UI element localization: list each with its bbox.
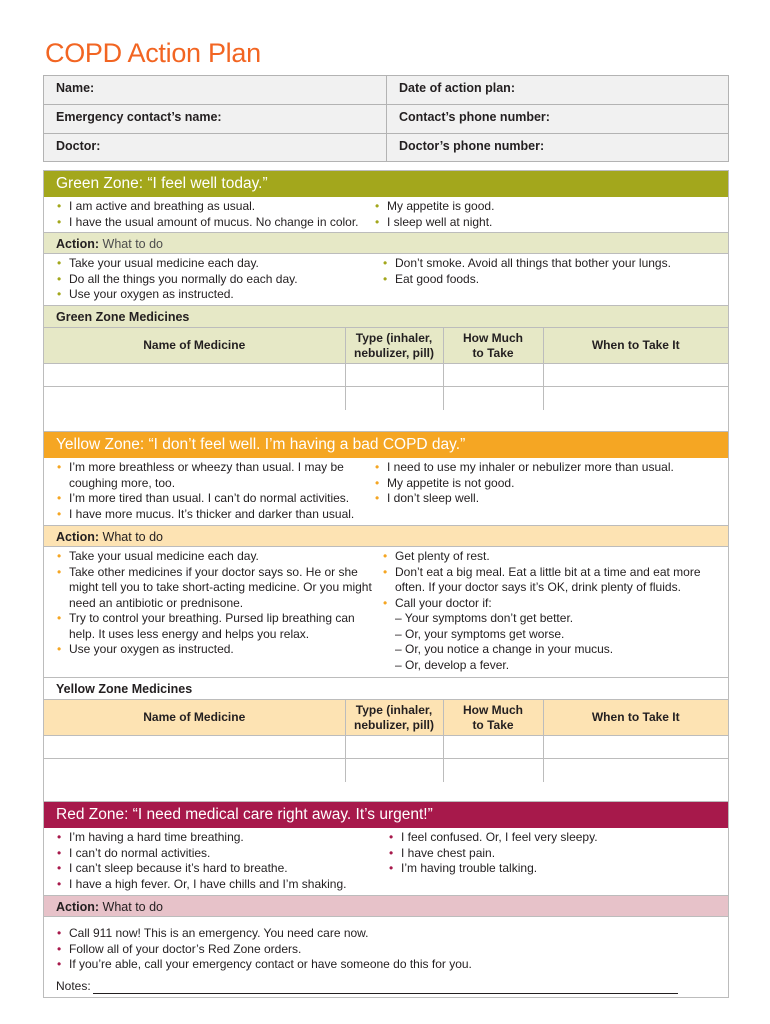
table-cell[interactable] (44, 759, 345, 782)
list-item: – Or, you notice a change in your mucus. (395, 642, 614, 656)
col-header-name: Name of Medicine (44, 328, 345, 364)
yellow-action-heading (44, 525, 728, 547)
green-symptoms-left (56, 199, 362, 230)
action-subtitle: What to do (102, 530, 163, 544)
col-header-how-line1: How Much (463, 702, 523, 717)
emergency-contact-field[interactable]: Emergency contact’s name: (44, 105, 387, 133)
list-item: • I’m more breathless or wheezy than usual. I may be coughing more, too. (56, 460, 362, 491)
col-header-name: Name of Medicine (44, 700, 345, 736)
green-medicines-table (44, 327, 728, 410)
red-actions (56, 926, 728, 973)
col-header-how-line2: to Take (472, 717, 514, 732)
list-item: • Eat good foods. (382, 272, 671, 288)
doctor-field[interactable]: Doctor: (44, 134, 387, 162)
green-actions-left (56, 256, 374, 303)
green-zone-heading: Green Zone: “I feel well today.” (44, 171, 728, 197)
notes-label: Notes: (56, 978, 91, 993)
list-item: • Use your oxygen as instructed. (56, 642, 374, 658)
col-header-type (345, 328, 443, 364)
table-cell[interactable] (44, 387, 345, 410)
col-header-when: When to Take It (543, 328, 728, 364)
yellow-medicines-table (44, 699, 728, 782)
action-label: Action: (56, 900, 100, 914)
list-item: • Use your oxygen as instructed. (56, 287, 374, 303)
col-header-how-much (443, 328, 543, 364)
col-header-type-line1: Type (inhaler, (355, 702, 433, 717)
table-cell[interactable] (345, 759, 443, 782)
table-cell[interactable] (44, 364, 345, 387)
list-item: • I have more mucus. It’s thicker and darker than usual. (56, 507, 362, 523)
action-subtitle: What to do (102, 237, 163, 251)
red-symptoms-right (388, 830, 598, 877)
list-item: – Or, develop a fever. (395, 657, 510, 672)
yellow-medicines-title: Yellow Zone Medicines (44, 677, 728, 699)
page-title: COPD Action Plan (45, 38, 261, 68)
list-item: • I need to use my inhaler or nebulizer more than usual. (374, 460, 674, 476)
yellow-symptoms-left (56, 460, 362, 522)
col-header-how-line2: to Take (472, 345, 514, 360)
list-item: • I sleep well at night. (374, 215, 494, 231)
list-item: • If you’re able, call your emergency contact or have someone do this for you. (56, 957, 728, 973)
list-item: • I’m having a hard time breathing. (56, 830, 376, 846)
green-actions-right (382, 256, 671, 287)
table-cell[interactable] (44, 736, 345, 759)
green-action-heading (44, 232, 728, 254)
list-item: • I am active and breathing as usual. (56, 199, 362, 215)
list-item: • My appetite is not good. (374, 476, 674, 492)
list-item: • Call your doctor if: (382, 596, 714, 612)
red-symptoms-left (56, 830, 376, 892)
col-header-when: When to Take It (543, 700, 728, 736)
list-item: • Get plenty of rest. (382, 549, 714, 565)
col-header-type (345, 700, 443, 736)
list-item: • I have chest pain. (388, 846, 598, 862)
notes-input-line[interactable] (93, 982, 678, 994)
list-item: • Call 911 now! This is an emergency. You need care now. (56, 926, 728, 942)
contact-info-table (43, 75, 729, 162)
red-zone (43, 801, 729, 998)
notes-row (56, 979, 728, 995)
date-field[interactable]: Date of action plan: (399, 81, 515, 95)
list-item: • Take your usual medicine each day. (56, 256, 374, 272)
action-label: Action: (56, 237, 100, 251)
table-cell[interactable] (443, 759, 543, 782)
list-item: • Don’t eat a big meal. Eat a little bit at a time and eat more often. If your doctor says it’s OK, drink plenty of fluids. (382, 565, 714, 596)
yellow-zone (43, 431, 729, 806)
list-item: • Try to control your breathing. Pursed lip breathing can help. It uses less energy and helps you relax. (56, 611, 374, 642)
action-label: Action: (56, 530, 100, 544)
yellow-symptoms-right (374, 460, 674, 507)
col-header-type-line1: Type (inhaler, (355, 330, 433, 345)
list-item: • I don’t sleep well. (374, 491, 674, 507)
table-cell[interactable] (543, 759, 728, 782)
list-item: • I have the usual amount of mucus. No change in color. (56, 215, 362, 231)
yellow-actions-right (382, 549, 714, 611)
table-cell[interactable] (543, 736, 728, 759)
table-cell[interactable] (443, 736, 543, 759)
list-item: • Don’t smoke. Avoid all things that bother your lungs. (382, 256, 671, 272)
list-item: – Or, your symptoms get worse. (395, 626, 565, 641)
col-header-type-line2: nebulizer, pill) (353, 717, 434, 732)
yellow-zone-heading: Yellow Zone: “I don’t feel well. I’m having a bad COPD day.” (44, 432, 728, 458)
table-cell[interactable] (543, 364, 728, 387)
list-item: • I have a high fever. Or, I have chills and I’m shaking. (56, 877, 376, 893)
list-item: • I feel confused. Or, I feel very sleepy. (388, 830, 598, 846)
name-field[interactable]: Name: (44, 76, 387, 104)
red-action-heading (44, 895, 728, 917)
table-cell[interactable] (345, 736, 443, 759)
list-item: • My appetite is good. (374, 199, 494, 215)
green-symptoms-right (374, 199, 494, 230)
list-item: • I’m having trouble talking. (388, 861, 598, 877)
list-item: • Take other medicines if your doctor says so. He or she might tell you to take short-acting medicine. Or you might need an antibiotic or prednisone. (56, 565, 374, 612)
col-header-how-much (443, 700, 543, 736)
list-item: • Do all the things you normally do each day. (56, 272, 374, 288)
list-item: • Follow all of your doctor’s Red Zone orders. (56, 942, 728, 958)
contact-phone-field[interactable]: Contact’s phone number: (399, 110, 550, 124)
list-item: • I can’t sleep because it’s hard to breathe. (56, 861, 376, 877)
green-medicines-title: Green Zone Medicines (44, 305, 728, 327)
table-cell[interactable] (345, 364, 443, 387)
table-cell[interactable] (345, 387, 443, 410)
col-header-how-line1: How Much (463, 330, 523, 345)
list-item: • I’m more tired than usual. I can’t do normal activities. (56, 491, 362, 507)
red-zone-heading: Red Zone: “I need medical care right away. It’s urgent!” (44, 802, 728, 828)
list-item: • Take your usual medicine each day. (56, 549, 374, 565)
table-cell[interactable] (443, 364, 543, 387)
doctor-phone-field[interactable]: Doctor’s phone number: (399, 139, 545, 153)
list-item: – Your symptoms don’t get better. (395, 611, 574, 625)
col-header-type-line2: nebulizer, pill) (353, 345, 434, 360)
yellow-actions-left (56, 549, 374, 658)
green-zone (43, 170, 729, 436)
table-cell[interactable] (443, 387, 543, 410)
list-item: • I can’t do normal activities. (56, 846, 376, 862)
table-cell[interactable] (543, 387, 728, 410)
action-subtitle: What to do (102, 900, 163, 914)
call-doctor-conditions (382, 611, 714, 673)
